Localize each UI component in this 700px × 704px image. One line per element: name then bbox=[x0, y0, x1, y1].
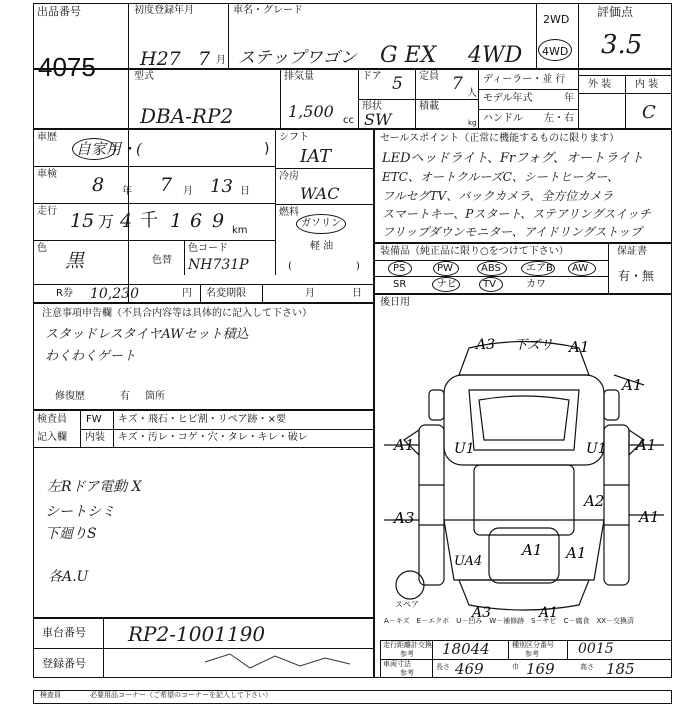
doors: 5 bbox=[392, 74, 403, 94]
history-label: 車歴 bbox=[37, 132, 57, 143]
shaken-day: 13 bbox=[210, 176, 233, 197]
first-reg-label: 初度登録年月 bbox=[134, 5, 194, 16]
lot-number: 4075 bbox=[38, 52, 96, 82]
equip-item: AW bbox=[572, 263, 589, 274]
interior-codes: キズ・汚レ・コゲ・穴・タレ・キレ・破レ bbox=[118, 432, 308, 443]
recycle-value: 10,230 bbox=[90, 286, 139, 302]
recycle-yen: 円 bbox=[182, 288, 192, 299]
model-year-unit: 年 bbox=[564, 93, 574, 104]
width-value: 169 bbox=[526, 660, 555, 678]
damage-mark: A1 bbox=[622, 376, 643, 394]
damage-mark: 下ズリ bbox=[514, 338, 554, 353]
repair-label: 修復歴 bbox=[55, 391, 85, 402]
damage-mark: A1 bbox=[566, 544, 587, 562]
repair-section: 箇所 bbox=[145, 391, 165, 402]
color-code: NH731P bbox=[188, 257, 249, 273]
equip-item: エアB bbox=[526, 263, 553, 274]
fuel-gas: ガソリン bbox=[301, 218, 341, 229]
displacement-label: 排気量 bbox=[284, 71, 314, 82]
color-value: 黒 bbox=[65, 250, 85, 272]
warranty-value: 有・無 bbox=[618, 269, 655, 283]
first-reg-month-unit: 月 bbox=[216, 55, 226, 66]
model-code-label: 型式 bbox=[134, 71, 154, 82]
drive-2wd: 2WD bbox=[543, 13, 570, 26]
mileage-man: 15 bbox=[70, 210, 95, 232]
km-label: 走行距離計交換 bbox=[383, 641, 432, 649]
notes-line: わくわくゲート bbox=[45, 349, 137, 364]
cc-unit: cc bbox=[343, 115, 354, 126]
exterior-label: 外 装 bbox=[588, 79, 612, 90]
rating-value: 3.5 bbox=[601, 30, 643, 60]
dealer-label: ディーラー・並 行 bbox=[483, 74, 566, 85]
lot-label: 出品番号 bbox=[37, 5, 81, 18]
capacity-unit: 人 bbox=[467, 88, 477, 99]
reg-scribble bbox=[200, 650, 360, 674]
load-label: 積載 bbox=[419, 101, 439, 112]
class-value: 0015 bbox=[578, 641, 614, 657]
equip-item: ナビ bbox=[437, 279, 457, 290]
sales-point-line: フルセグTV、バックカメラ、全方位カメラ bbox=[382, 189, 614, 203]
body-label: 形状 bbox=[362, 101, 382, 112]
interior-value: C bbox=[642, 102, 656, 123]
damage-mark: A1 bbox=[522, 541, 543, 559]
drive-4wd: 4WD bbox=[542, 45, 569, 58]
spare-label: スペア bbox=[395, 600, 419, 609]
equip-item: PS bbox=[393, 263, 406, 274]
chassis-label: 車台番号 bbox=[42, 626, 86, 639]
class-label: 種別区分番号 bbox=[512, 641, 554, 649]
shaken-year: 8 bbox=[92, 174, 105, 196]
km-sub: 参考 bbox=[400, 650, 414, 658]
damage-mark: A3 bbox=[394, 509, 415, 527]
notes-line: スタッドレスタイヤAWセット積込 bbox=[45, 327, 249, 342]
bottom-label: 検査員 bbox=[40, 691, 61, 699]
rating-label: 評価点 bbox=[597, 5, 634, 19]
mileage-hyaku: 1 bbox=[170, 210, 183, 232]
body: SW bbox=[364, 110, 392, 129]
model-year-label: モデル年式 bbox=[483, 93, 533, 104]
width-label: 巾 bbox=[512, 663, 519, 671]
shift-value: IAT bbox=[300, 146, 332, 167]
name-change-day: 日 bbox=[352, 288, 362, 299]
damage-mark: A3 bbox=[476, 337, 496, 353]
damage-mark: A1 bbox=[394, 436, 415, 454]
equipment-label: 装備品（純正品に限り○をつけて下さい） bbox=[380, 246, 569, 257]
damage-mark: A2 bbox=[584, 492, 605, 510]
damage-mark: A1 bbox=[636, 436, 657, 454]
damage-mark: A1 bbox=[639, 508, 660, 526]
capacity: 7 bbox=[452, 74, 463, 94]
fuel-paren-open: ( bbox=[288, 261, 292, 272]
remarks-line: 左Rドア電動 X bbox=[47, 479, 142, 495]
interior-label: 内 装 bbox=[635, 79, 659, 90]
sales-points-label: セールスポイント（正常に機能するものに限ります） bbox=[380, 133, 620, 144]
interior-code-label: 内装 bbox=[85, 432, 105, 443]
inspector-label: 検査員 bbox=[37, 414, 67, 425]
mileage-sen: 4 bbox=[120, 210, 133, 232]
km-unit: km bbox=[232, 225, 248, 236]
shift-label: シフト bbox=[279, 132, 309, 143]
fuel-label: 燃料 bbox=[279, 207, 299, 218]
first-reg-month: 7 bbox=[198, 48, 211, 70]
capacity-label: 定員 bbox=[419, 71, 439, 82]
name-change-month: 月 bbox=[305, 288, 315, 299]
damage-mark: A1 bbox=[569, 338, 590, 356]
length-label: 長さ bbox=[436, 663, 450, 671]
color-change-label: 色替 bbox=[152, 255, 172, 266]
height-value: 185 bbox=[606, 660, 635, 678]
shaken-month: 7 bbox=[160, 174, 173, 196]
equip-item: TV bbox=[483, 279, 496, 290]
height-label: 高さ bbox=[580, 663, 594, 671]
equip-item: SR bbox=[393, 279, 407, 290]
remarks-line: 各A.U bbox=[48, 569, 89, 585]
car-body-diagram bbox=[374, 330, 674, 660]
fw-codes: キズ・飛石・ヒビ割・リペア跡・×要 bbox=[118, 414, 286, 425]
fw-label: FW bbox=[86, 414, 102, 425]
doors-label: ドア bbox=[362, 71, 382, 82]
aircon-value: WAC bbox=[300, 184, 340, 203]
fuel-paren-close: ) bbox=[356, 261, 360, 272]
handle-label: ハンドル bbox=[483, 113, 523, 124]
shaken-label: 車検 bbox=[37, 169, 57, 180]
damage-mark: U1 bbox=[454, 441, 475, 457]
damage-mark: A1 bbox=[539, 605, 559, 621]
notes-label: 注意事項申告欄（不具合内容等は具体的に記入して下さい） bbox=[42, 308, 312, 319]
mileage-sen-unit: 千 bbox=[140, 210, 158, 231]
shaken-year-unit: 年 bbox=[122, 186, 132, 197]
grade: G EX bbox=[380, 43, 437, 68]
remarks-line: シートシミ bbox=[45, 504, 115, 520]
mileage-ju: 6 bbox=[190, 210, 203, 232]
mileage-ichi: 9 bbox=[212, 210, 225, 232]
reg-label: 登録番号 bbox=[42, 657, 86, 670]
equip-item: PW bbox=[437, 263, 453, 274]
mileage-man-unit: 万 bbox=[98, 212, 115, 231]
car-name: ステップワゴン bbox=[238, 48, 357, 68]
first-reg-era: H27 bbox=[140, 48, 181, 70]
handle-options: 左・右 bbox=[544, 113, 574, 124]
sales-point-line: フリップダウンモニター、アイドリングストップ bbox=[382, 225, 642, 239]
model-grade-label: 車名・グレード bbox=[233, 5, 303, 16]
class-sub: 参考 bbox=[525, 650, 539, 658]
shaken-day-unit: 日 bbox=[240, 186, 250, 197]
damage-legend: A－キズ E－エクボ U－凹み W－補修跡 S－サビ C－腐食 XX－交換済 bbox=[384, 617, 635, 625]
chassis-value: RP2-1001190 bbox=[128, 622, 266, 646]
damage-mark: UA4 bbox=[454, 554, 483, 569]
repair-has: 有 bbox=[120, 391, 130, 402]
model-code: DBA-RP2 bbox=[140, 104, 234, 128]
mileage-label: 走行 bbox=[37, 206, 57, 217]
name-change-label: 名変期限 bbox=[206, 288, 246, 299]
km-value: 18044 bbox=[442, 640, 490, 658]
color-label: 色 bbox=[37, 243, 47, 254]
sales-point-line: LEDヘッドライト、Frフォグ、オートライト bbox=[382, 151, 644, 166]
sales-point-line: スマートキー、Pスタート、ステアリングスイッチ bbox=[382, 207, 651, 221]
kg-unit: kg bbox=[468, 119, 477, 127]
drive: 4WD bbox=[468, 43, 523, 68]
damage-mark: U1 bbox=[586, 441, 607, 457]
recycle-label: R券 bbox=[56, 288, 73, 299]
fuel-diesel: 軽 油 bbox=[310, 241, 334, 252]
rear-label: 後日用 bbox=[380, 297, 410, 308]
history-value: 自家用・( bbox=[76, 140, 142, 158]
color-code-label: 色コード bbox=[188, 243, 228, 254]
equip-item: カワ bbox=[526, 279, 546, 290]
displacement: 1,500 bbox=[288, 102, 334, 121]
bottom-text: 必要用品コーナー（ご希望のコーナーを記入して下さい） bbox=[90, 691, 272, 699]
shaken-month-unit: 月 bbox=[183, 186, 193, 197]
damage-mark: A3 bbox=[472, 605, 492, 621]
dims-sub: 参考 bbox=[400, 669, 414, 677]
entry-label: 記入欄 bbox=[37, 432, 67, 443]
history-paren: ) bbox=[264, 141, 270, 157]
aircon-label: 冷房 bbox=[279, 171, 299, 182]
remarks-line: 下廻りS bbox=[45, 526, 97, 542]
equip-item: ABS bbox=[481, 263, 501, 274]
warranty-label: 保証書 bbox=[617, 246, 647, 257]
sales-point-line: ETC、オートクルーズC、シートヒーター、 bbox=[382, 170, 619, 184]
length-value: 469 bbox=[455, 660, 484, 678]
dims-label: 車両寸法 bbox=[383, 660, 411, 668]
